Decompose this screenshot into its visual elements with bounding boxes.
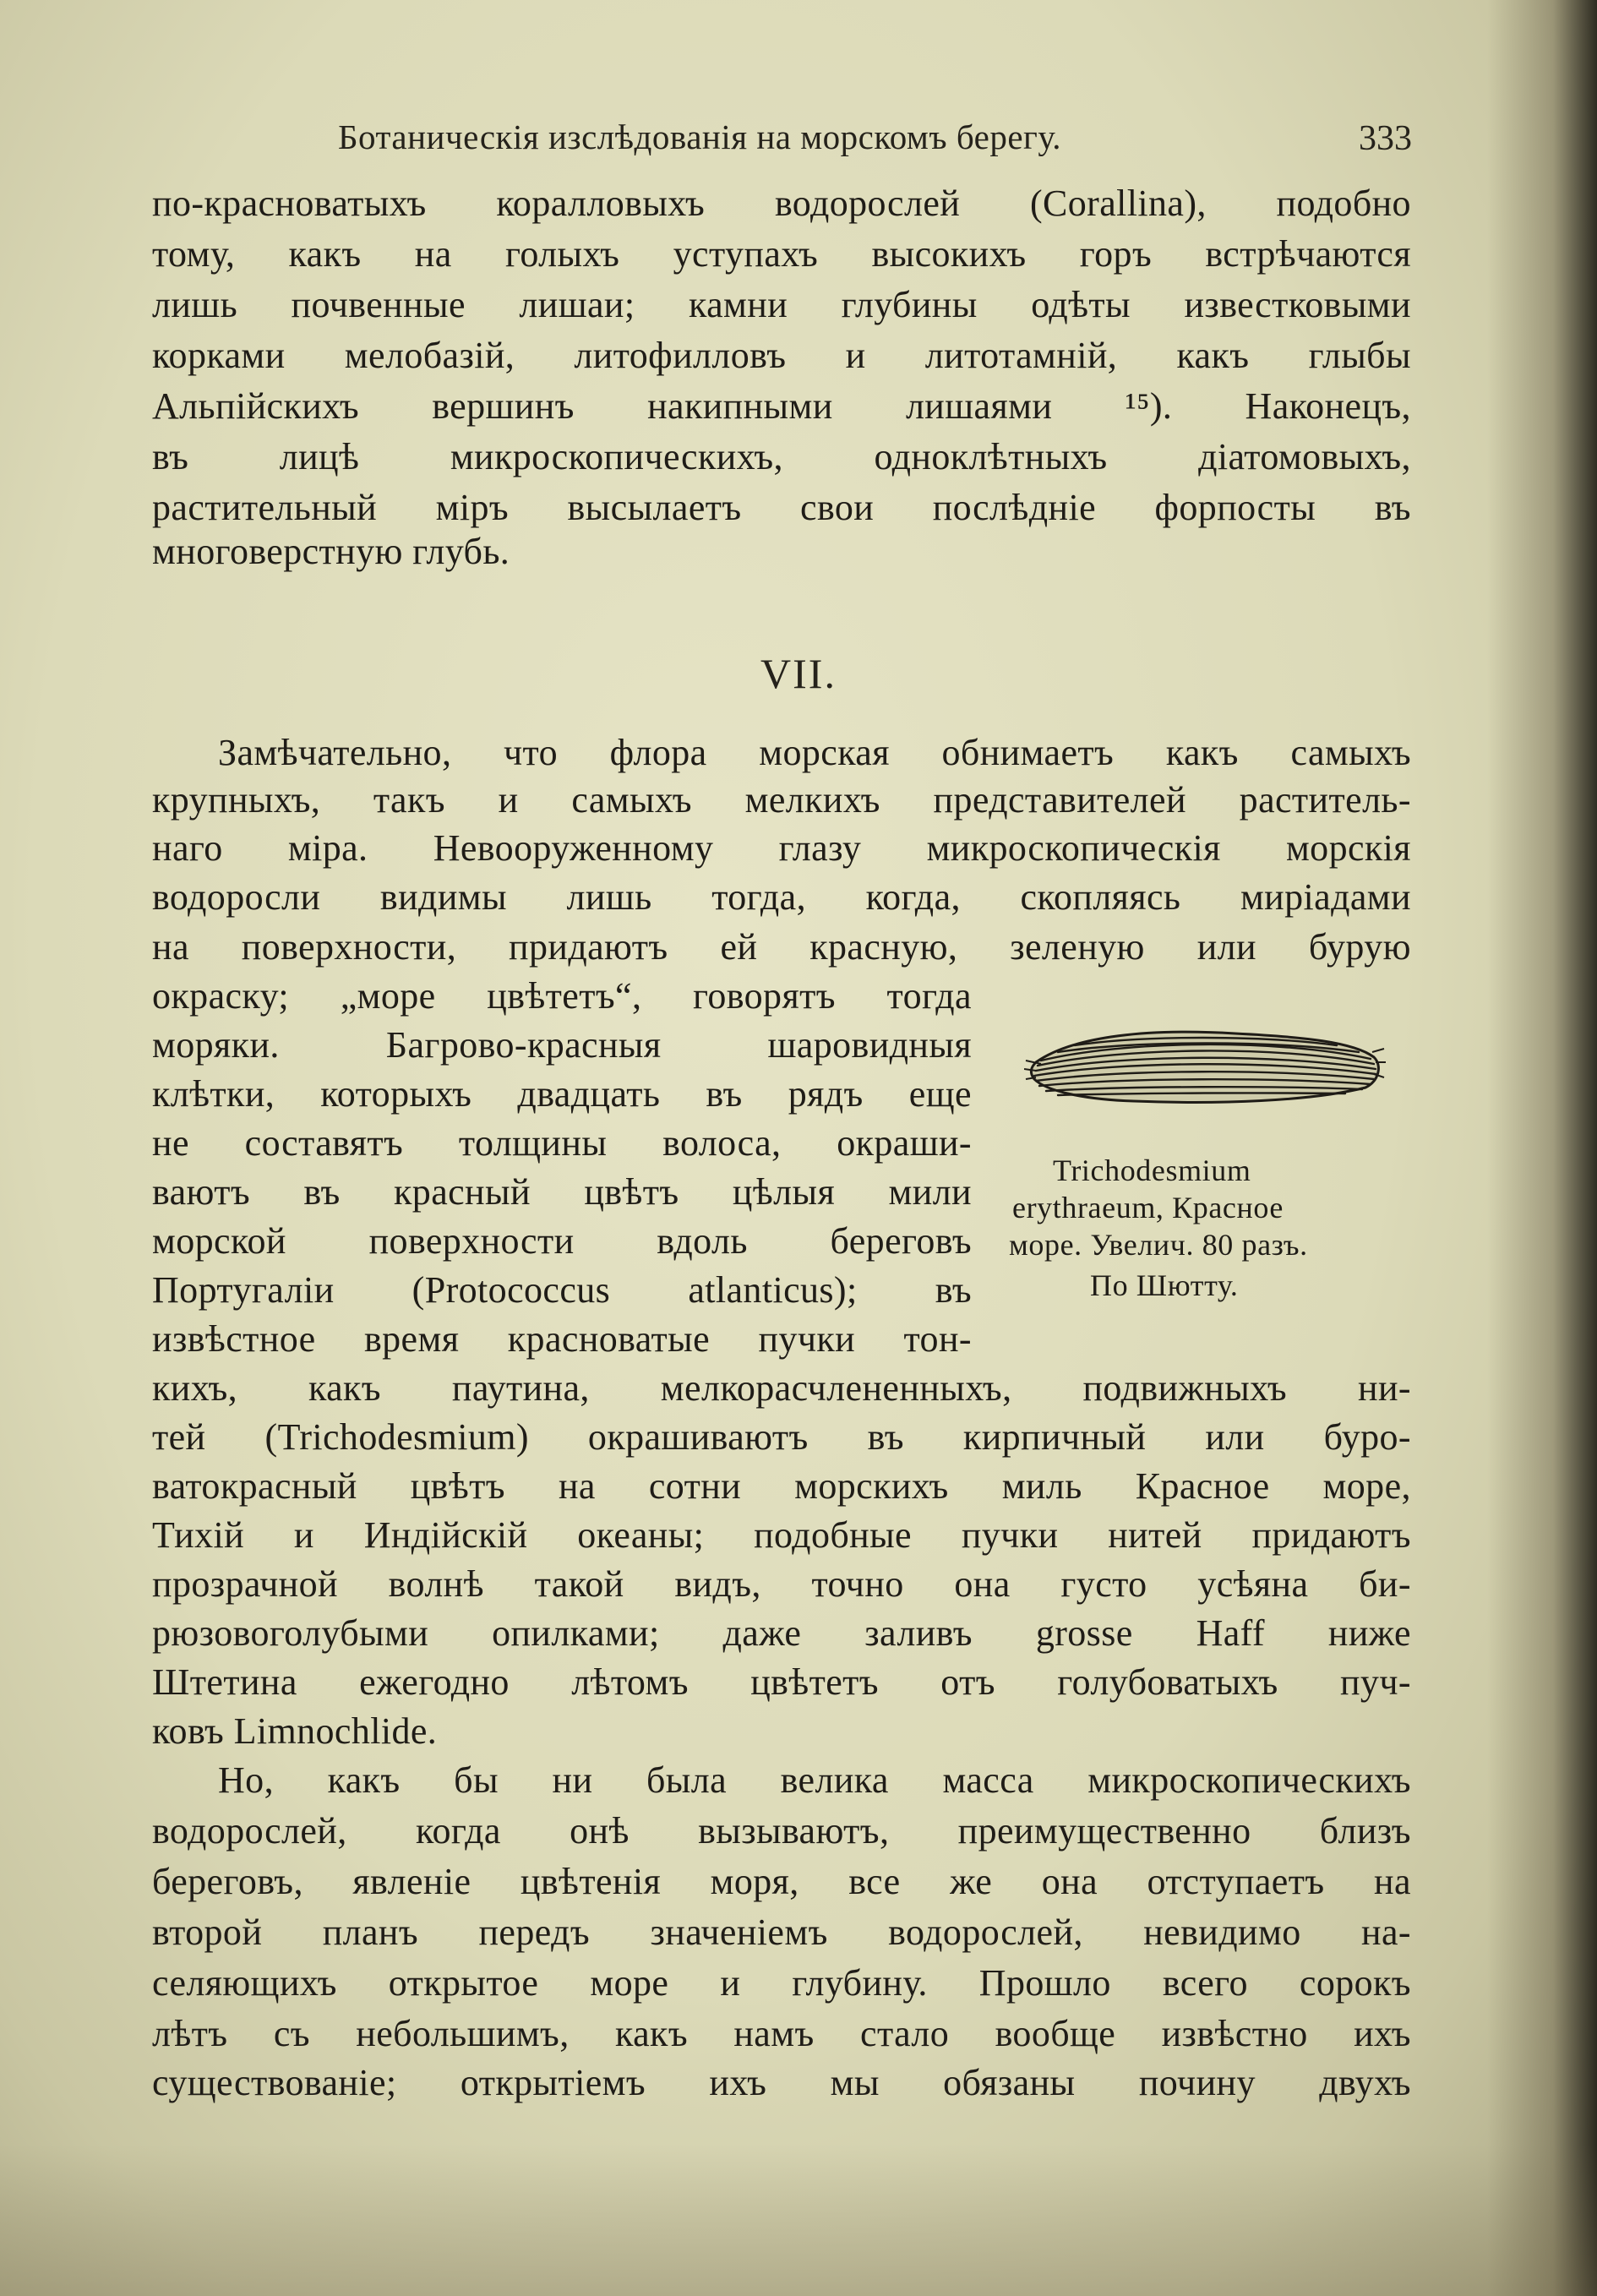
page-bottom-shade [0, 2144, 1597, 2296]
paragraph1-last-line: многоверстную глубь. [152, 531, 510, 572]
paragraph2-line: наго міра. Невооруженному глазу микроскопическія морскія [152, 827, 1411, 869]
paragraph2-narrow-line: Португаліи (Protococcus atlanticus); въ [152, 1269, 972, 1311]
paragraph3-line: селяющихъ открытое море и глубину. Прошло всего сорокъ [152, 1962, 1411, 2004]
paragraph1-line: растительный міръ высылаетъ свои послѣдніе форпосты въ [152, 487, 1411, 528]
paragraph3-line: водорослей, когда онѣ вызываютъ, преимущественно близъ [152, 1810, 1411, 1852]
paragraph2-line: прозрачной волнѣ такой видъ, точно она густо усѣяна би- [152, 1563, 1411, 1605]
paragraph1-line: въ лицѣ микроскопическихъ, одноклѣтныхъ діатомовыхъ, [152, 436, 1411, 477]
paragraph2-narrow-line: не составятъ толщины волоса, окраши- [152, 1122, 972, 1164]
figure-caption-line: море. Увелич. 80 разъ. [1009, 1228, 1308, 1262]
paragraph2-line: рюзовоголубыми опилками; даже заливъ grosse Haff ниже [152, 1612, 1411, 1654]
paragraph2-narrow-line: морской поверхности вдоль береговъ [152, 1220, 972, 1262]
paragraph2-narrow-line: извѣстное время красноватые пучки тон- [152, 1318, 972, 1360]
figure-caption-line: erythraeum, Красное [1012, 1191, 1284, 1224]
paragraph2-line: кихъ, какъ паутина, мелкорасчлененныхъ, подвижныхъ ни- [152, 1367, 1411, 1409]
paragraph3-line: береговъ, явленіе цвѣтенія моря, все же она отступаетъ на [152, 1861, 1411, 1902]
paragraph3-line: лѣтъ съ небольшимъ, какъ намъ стало вообще извѣстно ихъ [152, 2013, 1411, 2054]
paragraph1-line: тому, какъ на голыхъ уступахъ высокихъ горъ встрѣчаются [152, 233, 1411, 275]
paragraph1-line: корками мелобазій, литофилловъ и литотамній, какъ глыбы [152, 335, 1411, 376]
paragraph3-line: Но, какъ бы ни была велика масса микроскопическихъ [218, 1759, 1411, 1801]
page-edge-shadow [1487, 0, 1597, 2296]
paragraph2-line: тей (Trichodesmium) окрашиваютъ въ кирпичный или буро- [152, 1416, 1411, 1458]
paragraph1-line: по-красноватыхъ коралловыхъ водорослей (Corallina), подобно [152, 183, 1411, 224]
section-heading: VII. [760, 650, 837, 697]
paragraph2-narrow-line: ваютъ въ красный цвѣтъ цѣлыя мили [152, 1171, 972, 1213]
paragraph2-line: Замѣчательно, что флора морская обнимаетъ какъ самыхъ [218, 732, 1411, 773]
paragraph2-line: крупныхъ, такъ и самыхъ мелкихъ представителей раститель- [152, 779, 1411, 821]
paragraph1-line: Альпійскихъ вершинъ накипными лишаями ¹⁵). Наконецъ, [152, 385, 1411, 427]
figure-caption-line: Trichodesmium [1053, 1153, 1251, 1187]
running-head: Ботаническія изслѣдованія на морскомъ берегу. [338, 117, 1061, 156]
page-number: 333 [1359, 119, 1412, 158]
paragraph2-line: ватокрасный цвѣтъ на сотни морскихъ миль Красное море, [152, 1465, 1411, 1507]
paragraph1-line: лишь почвенные лишаи; камни глубины одѣты известковыми [152, 284, 1411, 325]
paragraph2-line: Тихій и Индійскій океаны; подобные пучки нитей придаютъ [152, 1514, 1411, 1556]
paragraph3-line: второй планъ передъ значеніемъ водорослей, невидимо на- [152, 1912, 1411, 1953]
paragraph2-line: водоросли видимы лишь тогда, когда, скопляясь миріадами [152, 876, 1411, 918]
paragraph2-narrow-line: клѣтки, которыхъ двадцать въ рядъ еще [152, 1073, 972, 1115]
figure-caption-line: По Шютту. [1090, 1268, 1239, 1302]
paragraph2-line: на поверхности, придаютъ ей красную, зеленую или бурую [152, 926, 1411, 968]
trichodesmium-illustration [1024, 1010, 1386, 1120]
paragraph2-line: Штетина ежегодно лѣтомъ цвѣтетъ отъ голубоватыхъ пуч- [152, 1661, 1411, 1703]
paragraph3-line: существованіе; открытіемъ ихъ мы обязаны почину двухъ [152, 2062, 1411, 2103]
paragraph2-narrow-line: окраску; „море цвѣтетъ“, говорятъ тогда [152, 975, 972, 1017]
paragraph2-last-line: ковъ Limnochlide. [152, 1710, 438, 1752]
paragraph2-narrow-line: моряки. Багрово-красныя шаровидныя [152, 1024, 972, 1066]
